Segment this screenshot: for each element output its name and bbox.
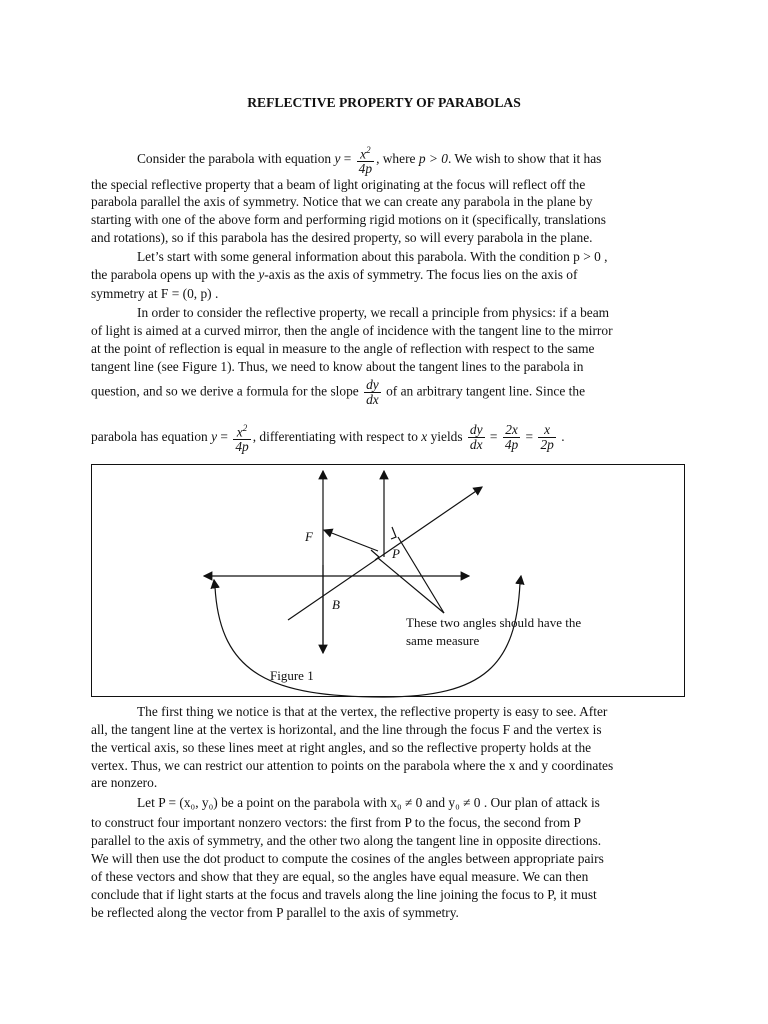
para1-line1: Consider the parabola with equation y = $\frac{x^2}{4p}$ , where p > 0. We wish to show that it has (137, 145, 602, 177)
para4-line1: The first thing we notice is that at the vertex, the reflective property is easy to see. After (137, 704, 608, 719)
para1-line5: and rotations), so if this parabola has the desired property, so will every parabola in the plane. (91, 230, 593, 245)
focus-to-p (324, 530, 378, 551)
page-title: REFLECTIVE PROPERTY OF PARABOLAS (247, 95, 521, 110)
fraction-x2-over-4p-2: $\frac{x^2}{4p}$ (235, 423, 249, 455)
para5-line5: of these vectors and show that they are equal, so the angles have equal measure. We can then (91, 869, 589, 884)
para5-line7: be reflected along the vector from P parallel to the axis of symmetry. (91, 905, 459, 920)
figure-caption: Figure 1 (270, 668, 314, 683)
fraction-2x-over-4p: $\frac{2x}{4p}$ (504, 422, 519, 453)
para4-line3: the vertical axis, so these lines meet at right angles, and so the reflective property holds at the (91, 740, 592, 755)
para1-line2: the special reflective property that a beam of light originating at the focus will reflect off the (91, 177, 586, 192)
para2-line3: symmetry at F = (0, p) . (91, 286, 219, 301)
fraction-dy-dx-2: $\frac{dy}{dx}$ (469, 422, 483, 453)
angle-note-line1: These two angles should have the (406, 615, 582, 630)
para5-line3: parallel to the axis of symmetry, and the other two along the tangent line in opposite directions. (91, 833, 602, 848)
angle-note-line2: same measure (406, 633, 480, 648)
figure-1-diagram (92, 465, 686, 698)
para3-line6: parabola has equation y = $\frac{x^2}{4p}$ , differentiating with respect to x yields $\frac{dy}{dx}$ = $\frac{2x}{4p}$ = $\frac{x}{2p}$ . (91, 422, 565, 455)
para5-line2: to construct four important nonzero vectors: the first from P to the focus, the second from P (91, 815, 582, 830)
para4-line4: vertex. Thus, we can restrict our attention to points on the parabola where the x and y coordinates (91, 758, 614, 773)
fraction-x2-over-4p: $\frac{x^2}{4p}$ (358, 145, 373, 177)
para3-line2: of light is aimed at a curved mirror, then the angle of incidence with the tangent line to the mirror (91, 323, 613, 338)
figure-1 (91, 464, 685, 697)
focus-label: F (305, 529, 313, 544)
para4-line5: are nonzero. (91, 775, 158, 790)
tangent-line (288, 487, 482, 620)
para2-line1: Let’s start with some general information about this parabola. With the condition p > 0 , (137, 249, 608, 264)
para4-line2: all, the tangent line at the vertex is horizontal, and the line through the focus F and the vertex is (91, 722, 602, 737)
para2-line2: the parabola opens up with the y-axis as the axis of symmetry. The focus lies on the axis of (91, 267, 578, 282)
para3-line1: In order to consider the reflective property, we recall a principle from physics: if a beam (137, 305, 610, 320)
point-b-label: B (332, 597, 340, 612)
angle-mark-2 (391, 527, 396, 539)
para3-line3: at the point of reflection is equal in measure to the angle of reflection with respect to the same (91, 341, 595, 356)
para1-line4: starting with one of the above form and performing rigid motions on it (specifically, translations (91, 212, 606, 227)
fraction-dy-dx: $\frac{dy}{dx}$ (366, 377, 379, 407)
fraction-x-over-2p: $\frac{x}{2p}$ (540, 422, 554, 453)
para3-line5: question, and so we derive a formula for the slope $\frac{dy}{dx}$ of an arbitrary tangent line. Since the (91, 377, 586, 407)
para3-line4: tangent line (see Figure 1). Thus, we need to know about the tangent lines to the parabola in (91, 359, 584, 374)
point-p-label: P (392, 546, 400, 561)
para1-line3: parabola parallel the axis of symmetry. Notice that we can create any parabola in the plane by (91, 194, 593, 209)
para5-line4: We will then use the dot product to compute the cosines of the angles between appropriate pairs (91, 851, 604, 866)
para5-line6: conclude that if light starts at the focus and travels along the line joining the focus to P, it must (91, 887, 597, 902)
para5-line1: Let P = (x₀, y₀) be a point on the parabola with x₀ ≠ 0 and y₀ ≠ 0 . Our plan of attack is (137, 795, 600, 810)
